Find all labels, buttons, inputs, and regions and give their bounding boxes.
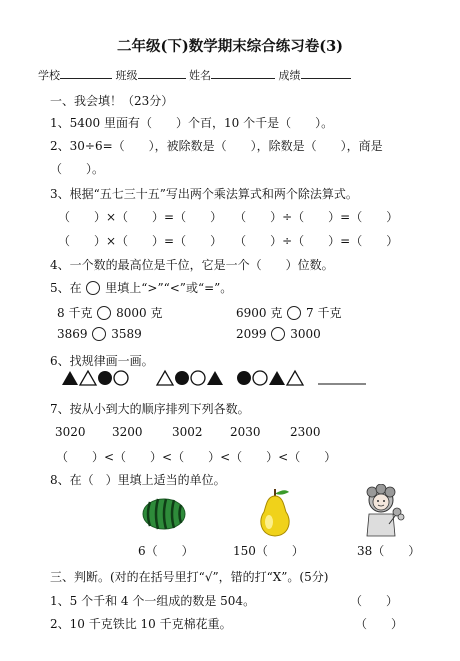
compare-circle[interactable]	[271, 327, 285, 341]
compare-right: 7 千克	[306, 306, 342, 320]
compare-circle[interactable]	[92, 327, 106, 341]
question-2-line2: （ ）。	[50, 162, 105, 176]
pattern-group-1	[62, 371, 128, 385]
number-1: 3020	[55, 425, 86, 439]
compare-right: 3589	[111, 327, 142, 341]
question-3-row2: （ ）×（ ）=（ ） （ ）÷（ ）=（ ）	[58, 234, 399, 248]
outline-circle-icon	[191, 371, 205, 385]
outline-circle-icon	[253, 371, 267, 385]
question-5-prefix: 5、在	[50, 281, 82, 295]
question-8: 8、在（ ）里填上适当的单位。	[50, 473, 226, 487]
section3-heading: 三、判断。(对的在括号里打“√”，错的打“X”。(5分)	[50, 570, 329, 584]
filled-circle-icon	[237, 371, 251, 385]
judge-2: 2、10 千克铁比 10 千克棉花重。	[50, 617, 232, 631]
number-4: 2030	[230, 425, 261, 439]
watermelon-picture	[141, 497, 187, 531]
compare-circle[interactable]	[97, 306, 111, 320]
filled-circle-icon	[175, 371, 189, 385]
compare-left: 6900 克	[236, 306, 283, 320]
question-1: 1、5400 里面有（ ）个百，10 个千是（ ）。	[50, 116, 334, 130]
number-3: 3002	[172, 425, 203, 439]
filled-triangle-icon	[207, 371, 223, 385]
filled-triangle-icon	[62, 371, 78, 385]
outline-triangle-icon	[287, 371, 303, 385]
compare-item-3	[57, 327, 142, 341]
outline-triangle-icon	[157, 371, 173, 385]
unit-blank-3: 38（ ）	[357, 544, 421, 558]
unit-blank-1: 6（ ）	[138, 544, 194, 558]
school-label: 学校	[38, 69, 60, 82]
question-3-row1: （ ）×（ ）=（ ） （ ）÷（ ）=（ ）	[58, 210, 399, 224]
compare-circle[interactable]	[287, 306, 301, 320]
pattern-group-3	[237, 371, 303, 385]
compare-left: 2099	[236, 327, 267, 341]
compare-right: 8000 克	[116, 306, 163, 320]
number-2: 3200	[112, 425, 143, 439]
question-5-suffix: 里填上“>”“<”或“=”。	[105, 281, 233, 295]
name-field[interactable]	[211, 68, 275, 79]
compare-right: 3000	[290, 327, 321, 341]
compare-left: 8 千克	[57, 306, 93, 320]
pattern-group-2	[157, 371, 223, 385]
compare-item-4	[236, 327, 321, 341]
judge-1-answer: （ ）	[350, 594, 399, 608]
compare-item-1	[57, 304, 162, 321]
class-field[interactable]	[138, 68, 186, 79]
question-2-line1: 2、30÷6=（ ），被除数是（ ），除数是（ ），商是	[50, 139, 383, 153]
child-picture	[359, 484, 407, 540]
number-5: 2300	[290, 425, 321, 439]
question-4: 4、一个数的最高位是千位，它是一个（ ）位数。	[50, 258, 334, 272]
score-label: 成绩	[278, 69, 301, 82]
filled-circle-icon	[98, 371, 112, 385]
pattern-shapes	[60, 369, 380, 387]
circle-icon	[86, 281, 100, 295]
judge-2-answer: （ ）	[355, 617, 404, 631]
question-7-blanks: （ ）<（ ）<（ ）<（ ）<（ ）	[56, 450, 337, 464]
outline-circle-icon	[114, 371, 128, 385]
question-6: 6、找规律画一画。	[50, 354, 154, 368]
compare-item-2	[236, 304, 341, 321]
unit-blank-2: 150（ ）	[233, 544, 304, 558]
judge-1: 1、5 个千和 4 个一组成的数是 504。	[50, 594, 256, 608]
question-7: 7、按从小到大的顺序排列下列各数。	[50, 402, 250, 416]
pear-picture	[251, 486, 299, 538]
compare-left: 3869	[57, 327, 88, 341]
score-field[interactable]	[301, 68, 351, 79]
class-label: 班级	[115, 69, 138, 82]
page-title: 二年级(下)数学期末综合练习卷(3)	[116, 38, 344, 55]
filled-triangle-icon	[269, 371, 285, 385]
school-field[interactable]	[60, 68, 112, 79]
student-info	[38, 67, 351, 83]
question-5	[50, 279, 232, 296]
section1-heading: 一、我会填！（23分）	[50, 94, 174, 108]
name-label: 姓名	[189, 69, 211, 82]
question-3: 3、根据“五七三十五”写出两个乘法算式和两个除法算式。	[50, 187, 358, 201]
outline-triangle-icon	[80, 371, 96, 385]
